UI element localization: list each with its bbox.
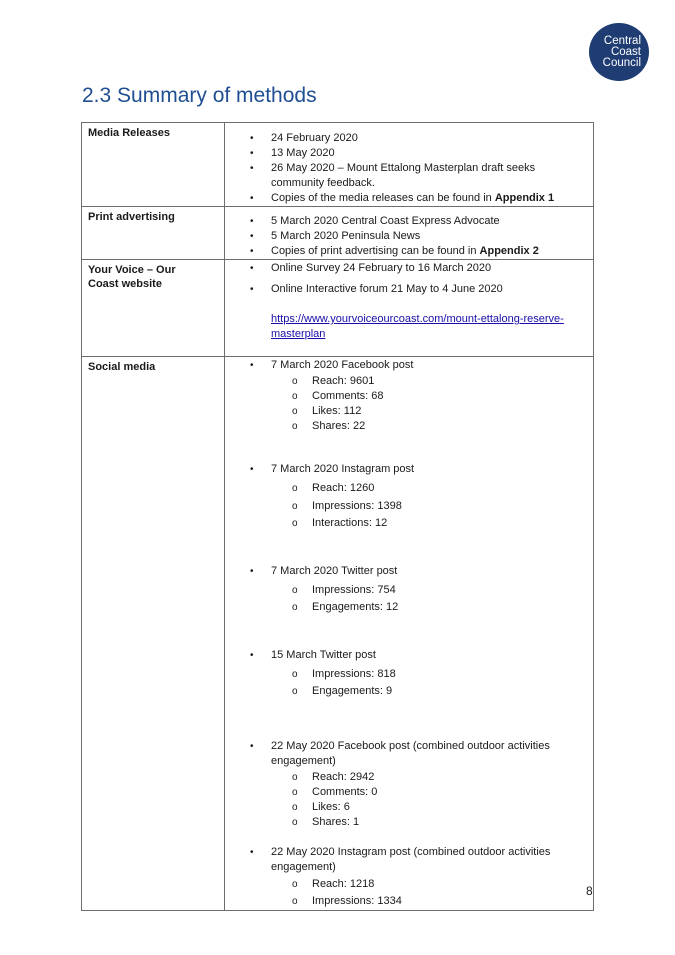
content-media-releases bbox=[225, 123, 594, 207]
post-stat: o Reach: 1260 bbox=[312, 480, 585, 498]
post-stat: o Impressions: 818 bbox=[312, 666, 585, 684]
print-item: • 5 March 2020 Peninsula News bbox=[271, 229, 585, 244]
survey-link[interactable]: https://www.yourvoiceourcoast.com/mount-ettalong-reserve-masterplan bbox=[271, 313, 564, 340]
page-number: 8 bbox=[586, 884, 593, 898]
council-logo bbox=[589, 23, 649, 81]
media-item: • 24 February 2020 bbox=[271, 131, 585, 146]
post-title: 7 March 2020 Instagram post bbox=[271, 463, 415, 475]
social-post bbox=[271, 462, 585, 533]
post-stat: o Engagements: 9 bbox=[312, 683, 585, 701]
social-list bbox=[225, 357, 593, 910]
label-media-releases: Media Releases bbox=[82, 123, 225, 207]
post-stat: o Shares: 22 bbox=[312, 419, 585, 434]
media-list bbox=[225, 123, 593, 206]
voice-item: • Online Interactive forum 21 May to 4 June 2020 bbox=[271, 282, 585, 297]
post-stat: o Likes: 6 bbox=[312, 800, 585, 815]
post-stat: o Reach: 1218 bbox=[312, 876, 585, 893]
media-item: • 26 May 2020 – Mount Ettalong Masterplan draft seeks community feedback. bbox=[271, 161, 585, 191]
print-item: • 5 March 2020 Central Coast Express Advocate bbox=[271, 214, 585, 229]
post-title: 22 May 2020 Facebook post (combined outdoor activities engagement) bbox=[271, 739, 550, 767]
content-print-advertising bbox=[225, 207, 594, 260]
social-post bbox=[271, 564, 585, 617]
post-stat: o Likes: 112 bbox=[312, 404, 585, 419]
post-stat: o Comments: 68 bbox=[312, 389, 585, 404]
post-title: 22 May 2020 Instagram post (combined outdoor activities engagement) bbox=[271, 845, 551, 873]
label-your-voice-line2: Coast website bbox=[88, 278, 162, 290]
media-copies bbox=[271, 191, 585, 206]
logo-line-2: Coast bbox=[610, 45, 641, 58]
section-heading: 2.3 Summary of methods bbox=[82, 84, 317, 107]
post-stat: o Reach: 9601 bbox=[312, 374, 585, 389]
social-post bbox=[271, 358, 585, 434]
post-stats bbox=[271, 876, 585, 910]
logo-line-1: Central bbox=[603, 34, 641, 47]
content-social-media bbox=[225, 357, 594, 911]
label-your-voice-line1: Your Voice – Our bbox=[88, 264, 176, 276]
methods-table bbox=[81, 122, 594, 911]
post-stat: o Impressions: 1334 bbox=[312, 893, 585, 910]
social-post bbox=[271, 845, 585, 910]
label-your-voice bbox=[82, 260, 225, 357]
post-stats bbox=[271, 770, 585, 830]
post-stats bbox=[271, 582, 585, 617]
post-stats bbox=[271, 666, 585, 701]
voice-item: • Online Survey 24 February to 16 March 2020 bbox=[271, 261, 585, 276]
post-title: 15 March Twitter post bbox=[271, 648, 376, 661]
print-copies-text: Copies of print advertising can be found in bbox=[271, 245, 480, 257]
voice-list bbox=[225, 260, 593, 297]
media-item: • 13 May 2020 bbox=[271, 146, 585, 161]
media-appendix-ref: Appendix 1 bbox=[494, 192, 555, 204]
media-copies-text: Copies of the media releases can be found in bbox=[271, 192, 495, 204]
content-your-voice bbox=[225, 260, 594, 357]
post-title: 7 March 2020 Twitter post bbox=[271, 564, 398, 577]
row-media-releases bbox=[82, 123, 594, 207]
print-appendix-ref: Appendix 2 bbox=[479, 245, 539, 257]
post-stat: o Impressions: 1398 bbox=[312, 498, 585, 516]
print-copies bbox=[271, 244, 585, 259]
social-post bbox=[271, 648, 585, 701]
post-stat: o Reach: 2942 bbox=[312, 770, 585, 785]
post-stat: o Impressions: 754 bbox=[312, 582, 585, 600]
post-title: 7 March 2020 Facebook post bbox=[271, 359, 414, 371]
social-post bbox=[271, 739, 585, 830]
row-your-voice bbox=[82, 260, 594, 357]
label-social-media: Social media bbox=[82, 357, 225, 911]
post-stats bbox=[271, 374, 585, 434]
row-print-advertising bbox=[82, 207, 594, 260]
post-stats bbox=[271, 480, 585, 533]
label-print-advertising: Print advertising bbox=[82, 207, 225, 260]
logo-line-3: Council bbox=[602, 56, 641, 69]
post-stat: o Engagements: 12 bbox=[312, 599, 585, 617]
print-list bbox=[225, 207, 593, 259]
post-stat: o Comments: 0 bbox=[312, 785, 585, 800]
post-stat: o Shares: 1 bbox=[312, 815, 585, 830]
row-social-media bbox=[82, 357, 594, 911]
post-stat: o Interactions: 12 bbox=[312, 515, 585, 533]
